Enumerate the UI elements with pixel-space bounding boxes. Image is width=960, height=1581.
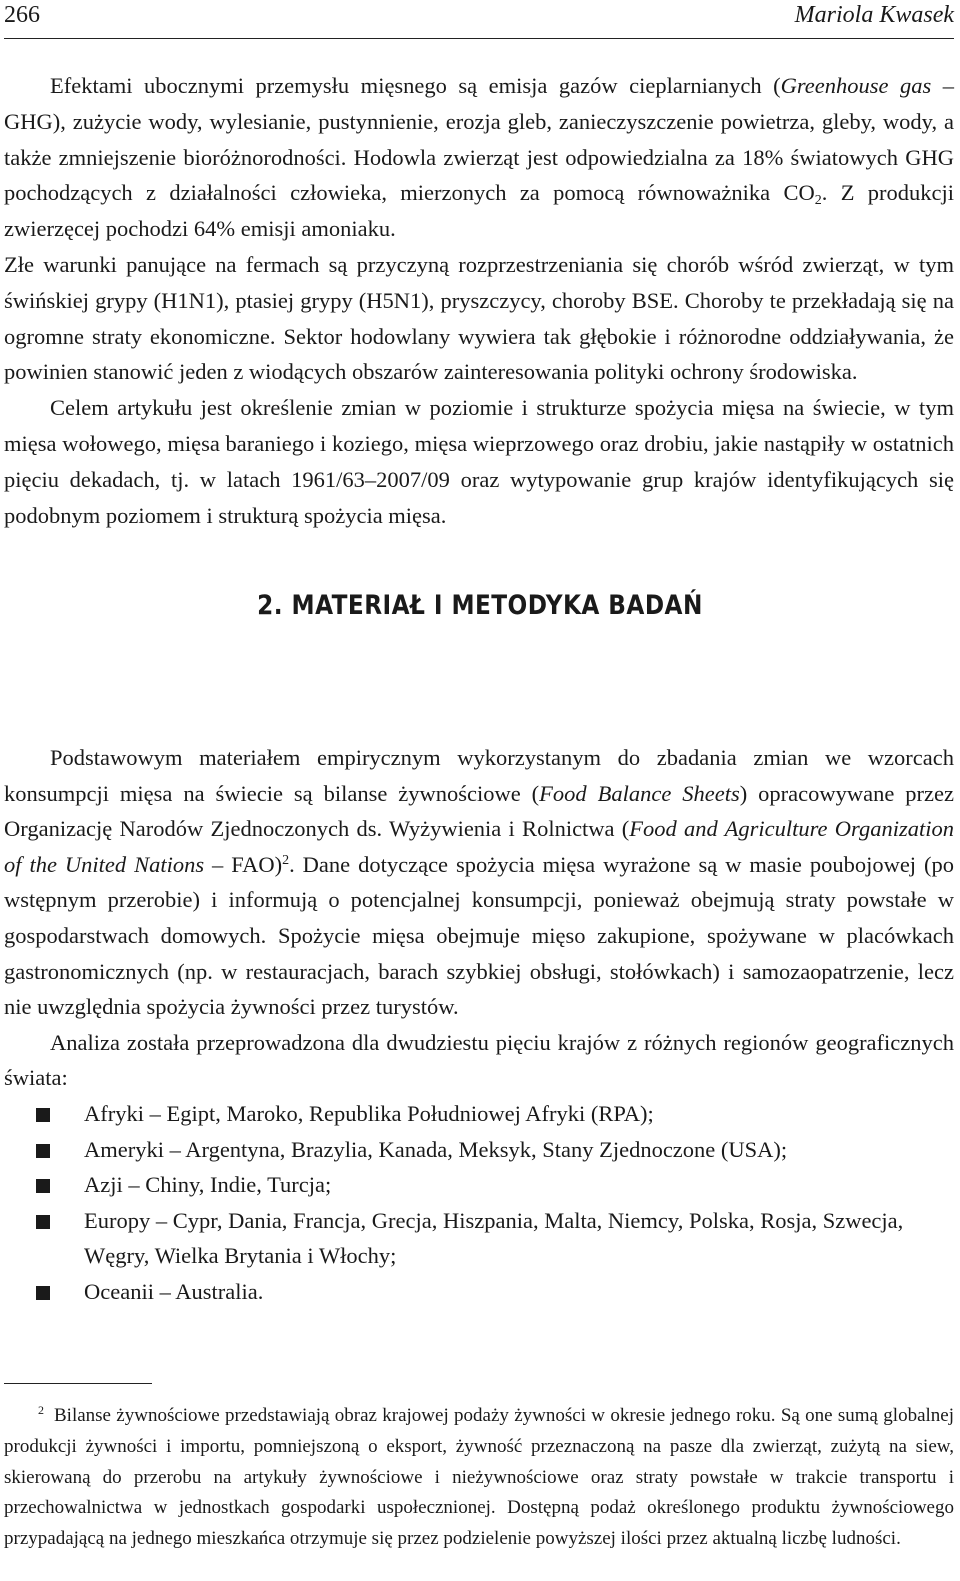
list-item <box>4 1167 954 1203</box>
text-run: ) opracowywane przez Organizację Narodów Zjednoczonych ds. Wyżywienia i Rolnictwa ( <box>4 780 954 842</box>
square-bullet-icon <box>36 1144 50 1158</box>
intro-section <box>4 68 954 533</box>
footnotes <box>4 1395 954 1555</box>
running-author: Mariola Kwasek <box>794 2 954 28</box>
italic-term: Greenhouse gas <box>780 73 932 98</box>
list-item-text: Azji – Chiny, Indie, Turcja; <box>84 1172 332 1198</box>
text-run: – GHG), zużycie wody, wylesianie, pustynnienie, erozja gleb, zanieczyszczenie powietrza, gleby, wody, a także zmniejszenie bioróżnorodności. Hodowla zwierząt jest odpowiedzialna za 18% światowych GHG pochodzących z działalności człowieka, mierzonych za pomocą równoważnika CO <box>4 73 954 206</box>
running-header <box>4 0 954 39</box>
list-item <box>4 1203 954 1274</box>
footnote-reference[interactable]: 2 <box>282 852 290 868</box>
text-run: . Z produkcji zwierzęcej pochodzi 64% emisji amoniaku. <box>4 180 955 242</box>
square-bullet-icon <box>36 1108 50 1122</box>
text-run: . Dane dotyczące spożycia mięsa wyrażone są w masie poubojowej (po wstępnym przerobie) i informują o potencjalnej konsumpcji, ponieważ obejmują straty powstałe w gospodarstwach domowych. Spożycie mięsa obejmuje mięso zakupione, spożywane w placówkach gastronomicznych (np. w restauracjach, barach szybkiej obsługi, stołówkach) i samozaopatrzenie, lecz nie uwzględnia spożycia żywności przez turystów. <box>4 851 955 1020</box>
region-list <box>4 1096 954 1310</box>
text-run: Efektami ubocznymi przemysłu mięsnego są emisja gazów cieplarnianych ( <box>50 73 781 98</box>
intro-paragraph-1 <box>4 68 954 247</box>
method-paragraph-2: Analiza została przeprowadzona dla dwudziestu pięciu krajów z różnych regionów geograficznych świata: <box>4 1029 954 1091</box>
footnote <box>4 1395 954 1555</box>
text-run: Podstawowym materiałem empirycznym wykorzystanym do zbadania zmian we wzorcach konsumpcji mięsa na świecie są bilanse żywnościowe ( <box>4 745 954 806</box>
intro-paragraph-2: Złe warunki panujące na fermach są przyczyną rozprzestrzeniania się chorób wśród zwierząt, w tym świńskiej grypy (H1N1), ptasiej grypy (H5N1), pryszczycy, choroby BSE. Choroby te przekładają się na ogromne straty ekonomiczne. Sektor hodowlany wywiera tak głębokie i różnorodne oddziaływania, że powinien stanowić jeden z wiodących obszarów zainteresowania polityki ochrony środowiska. <box>4 251 954 385</box>
list-item <box>4 1132 954 1168</box>
list-item <box>4 1096 954 1132</box>
footnote-text: Bilanse żywnościowe przedstawiają obraz krajowej podaży żywności w okresie jednego roku. Są one sumą globalnej produkcji żywności i importu, pomniejszoną o eksport, żywność przeznaczoną na pasze dla zwierząt, zużytą na siew, skierowaną do przerobu na artykuły żywnościowe i nieżywnościowe oraz straty powstałe w trakcie transportu i przechowalnictwa w jednostkach gospodarki uspołecznionej. Dostępną podaż określonego produktu żywnościowego przypadającą na jednego mieszkańca otrzymuje się przez podzielenie powyższej ilości przez aktualną liczbę ludności. <box>4 1405 954 1550</box>
list-item-text: Europy – Cypr, Dania, Francja, Grecja, Hiszpania, Malta, Niemcy, Polska, Rosja, Szwecja, Węgry, Wielka Brytania i Włochy; <box>84 1207 904 1269</box>
list-item-text: Afryki – Egipt, Maroko, Republika Południowej Afryki (RPA); <box>84 1100 654 1126</box>
footnote-divider <box>4 1383 152 1384</box>
page-number: 266 <box>4 2 40 28</box>
italic-term: Food and Agriculture Organization of the United Nations <box>4 816 954 877</box>
list-item <box>4 1274 954 1310</box>
footnote-mark: 2 <box>38 1403 44 1417</box>
method-section <box>4 740 954 1310</box>
subscript: 2 <box>814 193 822 209</box>
method-paragraph-1 <box>4 740 954 1025</box>
intro-paragraph-3: Celem artykułu jest określenie zmian w poziomie i strukturze spożycia mięsa na świecie, w tym mięsa wołowego, mięsa baraniego i koziego, mięsa wieprzowego oraz drobiu, jakie nastąpiły w ostatnich pięciu dekadach, tj. w latach 1961/63–2007/09 oraz wytypowanie grup krajów identyfikujących się podobnym poziomem i strukturą spożycia mięsa. <box>4 395 954 528</box>
square-bullet-icon <box>36 1179 50 1193</box>
text-run: – FAO) <box>204 851 283 877</box>
square-bullet-icon <box>36 1286 50 1300</box>
square-bullet-icon <box>36 1215 50 1229</box>
list-item-text: Ameryki – Argentyna, Brazylia, Kanada, Meksyk, Stany Zjednoczone (USA); <box>84 1136 788 1162</box>
list-item-text: Oceanii – Australia. <box>84 1278 264 1304</box>
section-heading: 2. MATERIAŁ I METODYKA BADAŃ <box>257 590 703 621</box>
italic-term: Food Balance Sheets <box>539 780 740 806</box>
